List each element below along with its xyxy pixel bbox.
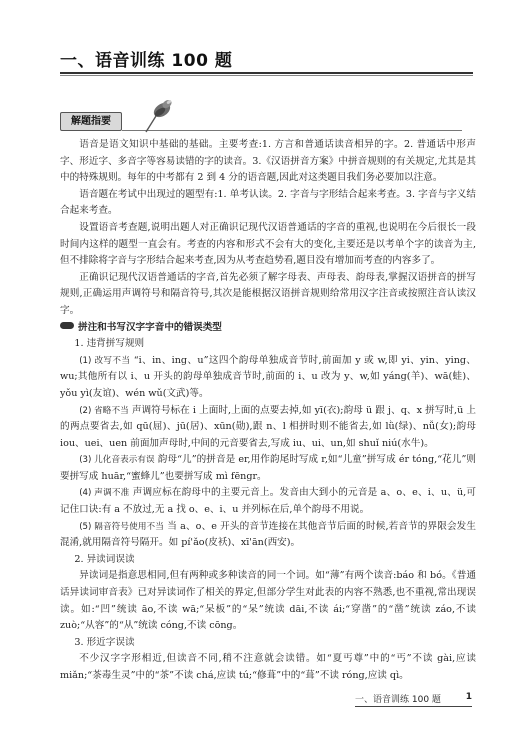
list-item <box>60 485 476 518</box>
section-heading-text: 拼注和书写汉字字音中的错误类型 <box>78 321 222 333</box>
list-item <box>60 519 476 552</box>
item-text: 当 a、o、e 开头的音节连接在其他音节后面的时候,若音节的界限会发生混淆,就用隔音符号隔开。如 pí'ǎo(皮袄)、xī'ān(西安)。 <box>60 520 476 549</box>
item-label: (2) 省略不当 <box>79 405 129 416</box>
page-footer <box>355 692 472 705</box>
item-text: 声调符号标在 i 上面时,上面的点要去掉,如 yī(衣);韵母 ü 跟 j、q、x 拼写时,ü 上的两点要省去,如 qū(屈)、jū(居)、xūn(勋),跟 n、l 相拼时则不能省去,如 lǜ(绿)、nǚ(女);韵母 iou、uei、uen 前面加声母时,中间的元音要省去,写成 iu、ui、un,如 shuǐ niú(水牛)。 <box>60 404 476 449</box>
section-tag: 解题指要 <box>60 112 122 131</box>
pushpin-icon <box>138 94 178 136</box>
title-rule-thin <box>60 75 473 76</box>
item-label: (4) 声调不准 <box>79 488 130 499</box>
section-heading <box>60 320 476 337</box>
item-label: (1) 改写不当 <box>79 355 131 366</box>
item-text: “i、in、ing、u”这四个韵母单独成音节时,前面加 y 或 w,即 yi、yin、ying、wu;其他所有以 i、u 开头的韵母单独成音节时,前面的 i、u 改为 y、w,如 yáng(羊)、wā(蛙)、yǒu yì(友谊)、wén wǔ(文武)等。 <box>60 354 476 399</box>
list-item <box>60 403 476 453</box>
item-text: 韵母“儿”的拼音是 er,用作韵尾时写成 r,如“儿童”拼写成 ér tóng,“花儿”则要拼写成 huār,“蜜蜂儿”也要拼写成 mì fēngr。 <box>60 454 476 482</box>
list-item <box>60 452 476 485</box>
item-label: (5) 隔音符号使用不当 <box>79 521 165 532</box>
subheading: 2. 异读词误读 <box>74 553 135 565</box>
paragraph: 语音是语文知识中基础的基础。主要考查:1. 方言和普通话读音相异的字。2. 普通话中形声字、形近字、多音字等容易读错的字的读音。3.《汉语拼音方案》中拼音规则的有关规定,尤其是其中的特殊规则。每年的中考都有 2 到 4 分的语音题,因此对这类题目我们务必要加以注意。 <box>60 139 476 184</box>
title-rule <box>60 72 473 74</box>
list-item <box>60 353 476 403</box>
subheading: 1. 违背拼写规则 <box>74 338 145 350</box>
paragraph: 异读词是指意思相同,但有两种或多种读音的同一个词。如“薄”有两个读音:báo 和 bó。《普通话异读词审音表》已对异读词作了相关的界定,但部分学生对此表的内容不熟悉,也不重视,常出现误读。如:“凹”统读 āo,不读 wā;“呆板”的“呆”统读 dāi,不读 ái;“穿凿”的“凿”统读 záo,不读 zuò;“从容”的“从”统读 cóng,不读 cōng。 <box>60 570 476 632</box>
page-title: 一、语音训练 100 题 <box>60 51 233 71</box>
footer-rule <box>355 706 472 707</box>
item-label: (3) 儿化音表示有误 <box>79 455 155 466</box>
paragraph: 设置语音考查题,说明出题人对正确识记现代汉语普通话的字音的重视,也说明在今后很长一段时间内这样的题型一直会有。考查的内容和形式不会有大的变化,主要还是以考单个字的读音为主,但不排除将字音与字形结合起来考查,因为从考查趋势看,题目没有增加而考查的内容多了。 <box>60 221 476 267</box>
page-number: 1 <box>465 692 472 702</box>
paragraph: 正确识记现代汉语普通话的字音,首先必须了解字母表、声母表、韵母表,掌握汉语拼音的拼写规则,正确运用声调符号和隔音符号,其次是能根据汉语拼音规则给常用汉字注音或按照注音认读汉字。 <box>60 271 476 316</box>
item-text: 声调应标在韵母中的主要元音上。发音由大到小的元音是 a、o、e、i、u、ü,可记住口诀:有 a 不放过,无 a 找 o、e、i、u 并列标在后,单个韵母不用说。 <box>60 487 476 516</box>
paragraph: 语音题在考试中出现过的题型有:1. 单考认读。2. 字音与字形结合起来考查。3. 字音与字义结合起来考查。 <box>60 188 476 217</box>
footer-title: 一、语音训练 100 题 <box>355 695 441 705</box>
content <box>60 137 476 685</box>
section-bullet-icon <box>60 322 74 329</box>
paragraph: 不少汉字字形相近,但读音不同,稍不注意就会读错。如“夏丐尊”中的“丐”不读 gài,应读 miǎn;“茶毒生灵”中的“茶”不读 chá,应读 tú;“修葺”中的“葺”不读 róng,应读 qì。 <box>60 653 476 681</box>
subheading: 3. 形近字误读 <box>74 636 135 648</box>
